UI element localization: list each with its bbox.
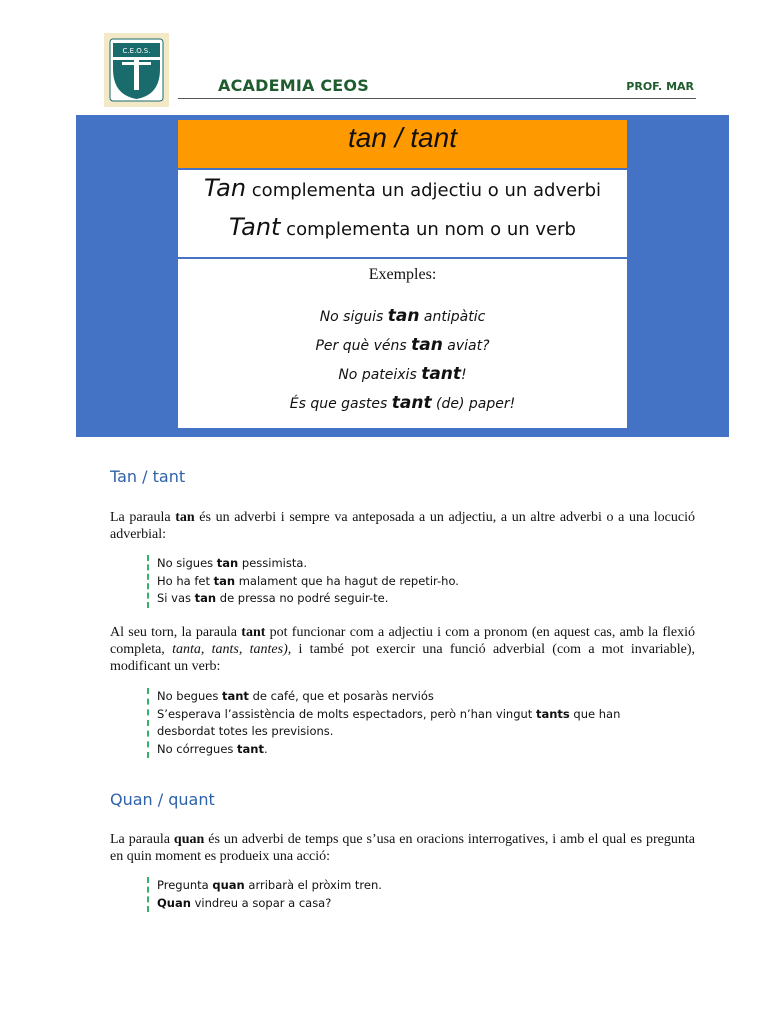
example-item: Per què véns tan aviat?: [315, 335, 490, 355]
example-list-quan: [147, 877, 382, 912]
example-list-tan: [147, 555, 459, 608]
list-item: Ho ha fet tan malament que ha hagut de repetir-ho.: [157, 573, 459, 588]
example-item: És que gastes tant (de) paper!: [289, 393, 516, 413]
examples-label: Exemples:: [368, 266, 437, 283]
paragraph-quan: La paraula quan és un adverbi de temps que s’usa en oracions interrogatives, i amb el qual es pregunta en quin moment es produeix una acció:: [110, 832, 695, 864]
list-item: Quan vindreu a sopar a casa?: [157, 895, 332, 910]
rule-tant-text: complementa un nom o un verb: [280, 219, 576, 240]
list-item: Si vas tan de pressa no podré seguir-te.: [157, 591, 389, 605]
list-item: No begues tant de café, que et posaràs nerviós: [157, 689, 434, 703]
rule-tan-text: complementa un adjectiu o un adverbi: [246, 180, 601, 201]
rule-tant-word: Tant: [228, 213, 281, 241]
section-heading-quan-quant: Quan / quant: [110, 790, 215, 809]
professor-name: PROF. MAR: [626, 80, 694, 93]
list-item: No córregues tant.: [157, 741, 268, 756]
list-item: No sigues tan pessimista.: [157, 556, 308, 570]
header-divider: [178, 98, 696, 99]
academy-title: ACADEMIA CEOS: [218, 76, 369, 95]
logo-text: C.E.O.S.: [122, 47, 151, 55]
paragraph-tant: Al seu torn, la paraula tant pot funcionar com a adjectiu i com a pronom (en aquest cas, amb la flexió completa, tanta, tants, tantes), i també pot exercir una funció adverbial (com a mot invariable), modificant un verb:: [110, 625, 695, 674]
card-title: tan / tant: [178, 120, 627, 170]
list-item: desbordat totes les previsions.: [157, 724, 334, 738]
example-list-tant: [147, 688, 620, 758]
rule-tan: [178, 174, 627, 202]
rule-tant: [178, 213, 627, 241]
example-item: No siguis tan antipàtic: [319, 306, 486, 326]
section-heading-tan-tant: Tan / tant: [110, 467, 186, 486]
rule-tan-word: Tan: [204, 174, 247, 202]
list-item: S’esperava l’assistència de molts espectadors, però n’han vingut tants que han: [157, 706, 621, 721]
list-item: Pregunta quan arribarà el pròxim tren.: [157, 878, 382, 892]
example-item: No pateixis tant!: [338, 364, 467, 384]
card-divider: [178, 257, 627, 259]
ceos-logo: [104, 33, 169, 107]
paragraph-tan: La paraula tan és un adverbi i sempre va anteposada a un adjectiu, a un altre adverbi o a una locució adverbial:: [110, 510, 695, 542]
summary-card: [178, 120, 627, 428]
